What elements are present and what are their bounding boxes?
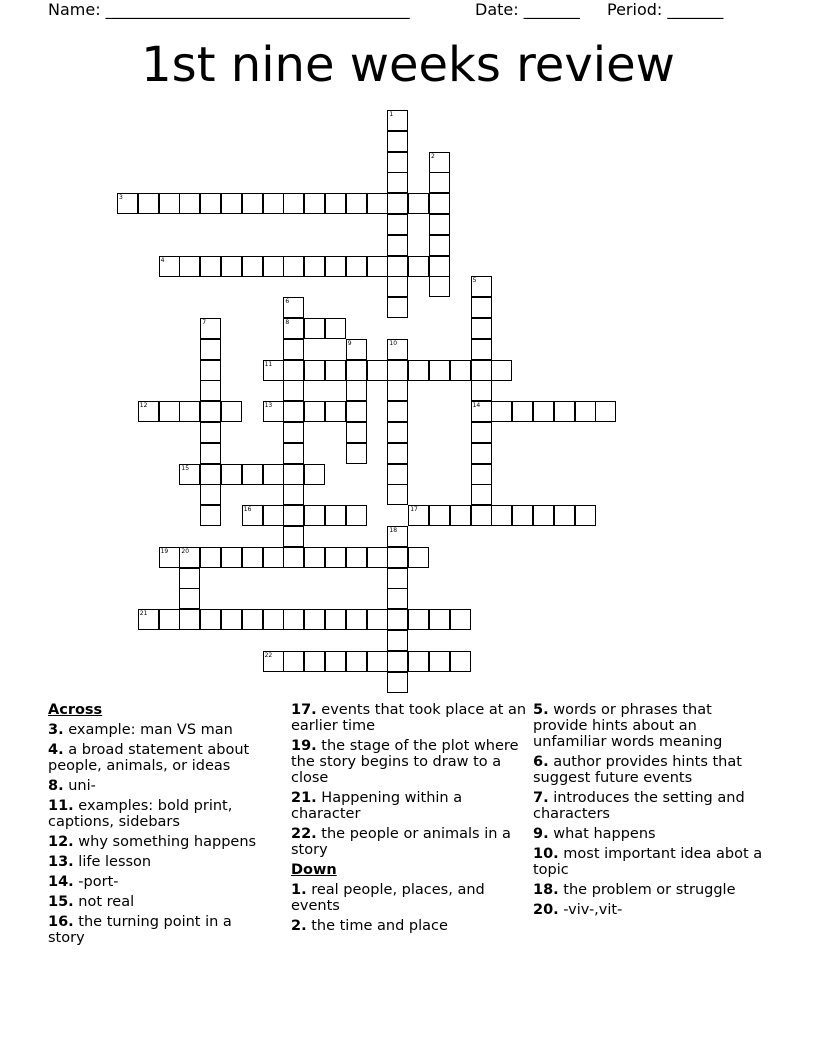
crossword-cell[interactable] [471,505,492,526]
crossword-cell[interactable] [387,588,408,609]
crossword-cell[interactable] [450,609,471,630]
clue-item [533,790,763,822]
clue-item [48,778,270,794]
clue-item [533,882,763,898]
crossword-cell[interactable] [387,235,408,256]
cell-number-21: 21 [139,610,148,618]
clue-text: author provides hints that suggest future events [533,754,742,786]
crossword-cell[interactable] [304,318,325,339]
crossword-cell[interactable] [387,422,408,443]
crossword-cell[interactable] [429,214,450,235]
crossword-cell[interactable] [387,401,408,422]
clue-number: 8. [48,778,64,794]
cell-number-16: 16 [243,506,252,514]
clue-item [291,918,527,934]
crossword-cell[interactable] [471,443,492,464]
crossword-cell[interactable] [283,360,304,381]
clue-text: real people, places, and events [291,882,485,914]
crossword-cell[interactable] [179,193,200,214]
crossword-cell[interactable] [283,526,304,547]
cell-number-1: 1 [389,111,394,118]
crossword-cell[interactable] [242,609,263,630]
crossword-cell[interactable] [471,360,492,381]
cell-number-10: 10 [389,339,398,347]
crossword-cell[interactable] [471,464,492,485]
crossword-cell[interactable] [387,131,408,152]
clue-text: the problem or struggle [563,882,736,898]
crossword-cell[interactable] [408,256,429,277]
clue-item [291,826,527,858]
clue-item [533,902,763,918]
crossword-cell[interactable] [408,609,429,630]
crossword-cell[interactable] [283,464,304,485]
crossword-cell[interactable] [325,360,346,381]
crossword-cell[interactable] [387,630,408,651]
crossword-cell[interactable] [408,547,429,568]
crossword-cell[interactable] [221,464,242,485]
crossword-cell[interactable] [200,401,221,422]
crossword-cell[interactable] [387,193,408,214]
cell-number-20: 20 [181,547,190,555]
clue-item [48,854,270,870]
crossword-cell[interactable] [554,505,575,526]
crossword-cell[interactable] [471,318,492,339]
clue-item [291,702,527,734]
crossword-cell[interactable] [304,547,325,568]
period-field-label[interactable]: Period: _______ [607,0,724,19]
crossword-cell[interactable] [367,651,388,672]
crossword-cell[interactable] [387,443,408,464]
clue-text: life lesson [78,854,152,870]
crossword-cell[interactable] [179,609,200,630]
crossword-cell[interactable] [471,484,492,505]
clue-number: 20. [533,902,559,918]
crossword-cell[interactable] [283,547,304,568]
clue-item [48,722,270,738]
crossword-cell[interactable] [387,380,408,401]
clue-item [533,846,763,878]
clue-number: 7. [533,790,549,806]
crossword-cell[interactable] [367,360,388,381]
crossword-cell[interactable] [283,609,304,630]
crossword-cell[interactable] [471,297,492,318]
crossword-cell[interactable] [346,193,367,214]
crossword-cell[interactable] [179,401,200,422]
crossword-cell[interactable] [179,588,200,609]
crossword-cell[interactable] [346,505,367,526]
crossword-cell[interactable] [179,256,200,277]
crossword-cell[interactable] [179,568,200,589]
crossword-cell[interactable] [408,360,429,381]
crossword-cell[interactable] [138,193,159,214]
cell-number-2: 2 [431,152,435,160]
clue-number: 11. [48,798,74,814]
crossword-cell[interactable] [263,547,284,568]
crossword-cell[interactable] [471,339,492,360]
clue-item [48,742,270,774]
crossword-cell[interactable] [387,152,408,173]
crossword-cell[interactable] [325,609,346,630]
clue-number: 12. [48,834,74,850]
clue-text: -viv-,vit- [563,902,623,918]
clue-text: the turning point in a story [48,914,232,946]
cell-number-5: 5 [472,277,477,285]
crossword-cell[interactable] [429,256,450,277]
crossword-cell[interactable] [346,609,367,630]
crossword-cell[interactable] [200,505,221,526]
cell-number-12: 12 [139,402,148,410]
crossword-cell[interactable] [325,318,346,339]
crossword-cell[interactable] [263,505,284,526]
crossword-cell[interactable] [450,651,471,672]
crossword-cell[interactable] [200,464,221,485]
clues-column-3 [533,702,763,922]
crossword-cell[interactable] [491,401,512,422]
date-field-label[interactable]: Date: _______ [475,0,580,19]
cell-number-13: 13 [264,402,273,410]
crossword-cell[interactable] [346,422,367,443]
crossword-cell[interactable] [283,193,304,214]
clue-text: uni- [68,778,96,794]
clue-number: 4. [48,742,64,758]
crossword-cell[interactable] [367,256,388,277]
crossword-cell[interactable] [283,484,304,505]
crossword-cell[interactable] [283,505,304,526]
crossword-cell[interactable] [387,214,408,235]
crossword-cell[interactable] [554,401,575,422]
crossword-cell[interactable] [159,401,180,422]
clue-item [48,894,270,910]
cell-number-22: 22 [264,651,273,659]
crossword-cell[interactable] [512,505,533,526]
cell-number-9: 9 [347,339,352,347]
clue-text: -port- [78,874,119,890]
crossword-cell[interactable] [387,672,408,693]
crossword-cell[interactable] [200,193,221,214]
clue-number: 19. [291,738,317,754]
crossword-cell[interactable] [429,172,450,193]
crossword-cell[interactable] [367,547,388,568]
clue-text: why something happens [78,834,257,850]
crossword-cell[interactable] [283,380,304,401]
crossword-cell[interactable] [387,276,408,297]
cell-number-6: 6 [285,298,290,306]
crossword-cell[interactable] [221,547,242,568]
crossword-cell[interactable] [450,505,471,526]
crossword-cell[interactable] [325,651,346,672]
crossword-cell[interactable] [200,422,221,443]
crossword-cell[interactable] [429,609,450,630]
clue-number: 22. [291,826,317,842]
cell-number-17: 17 [410,506,418,514]
crossword-cell[interactable] [304,193,325,214]
crossword-cell[interactable] [346,651,367,672]
crossword-cell[interactable] [304,464,325,485]
crossword-cell[interactable] [200,443,221,464]
crossword-cell[interactable] [512,401,533,422]
clue-number: 13. [48,854,74,870]
crossword-cell[interactable] [408,193,429,214]
crossword-cell[interactable] [200,339,221,360]
crossword-cell[interactable] [263,464,284,485]
crossword-cell[interactable] [221,401,242,422]
crossword-cell[interactable] [346,401,367,422]
crossword-cell[interactable] [242,193,263,214]
crossword-cell[interactable] [387,256,408,277]
crossword-cell[interactable] [159,609,180,630]
crossword-cell[interactable] [242,464,263,485]
clue-text: introduces the setting and characters [533,790,745,822]
crossword-cell[interactable] [283,443,304,464]
clue-item [291,738,527,786]
cell-number-18: 18 [389,527,398,534]
name-field-label[interactable]: Name: ______________________________________ [48,0,410,19]
crossword-cell[interactable] [387,360,408,381]
crossword-cell[interactable] [387,172,408,193]
clue-item [48,874,270,890]
crossword-cell[interactable] [575,401,596,422]
clue-item [291,790,527,822]
crossword-cell[interactable] [471,380,492,401]
crossword-cell[interactable] [200,380,221,401]
crossword-cell[interactable] [304,505,325,526]
crossword-cell[interactable] [200,547,221,568]
crossword-cell[interactable] [263,256,284,277]
cell-number-7: 7 [202,319,207,326]
crossword-cell[interactable] [429,193,450,214]
clue-text: most important idea abot a topic [533,846,763,878]
clue-number: 17. [291,702,317,718]
crossword-cell[interactable] [221,609,242,630]
clue-text: a broad statement about people, animals, or ideas [48,742,250,774]
cell-number-19: 19 [160,547,169,555]
cell-number-4: 4 [160,256,165,264]
crossword-cell[interactable] [346,256,367,277]
crossword-cell[interactable] [491,360,512,381]
crossword-cell[interactable] [325,505,346,526]
crossword-cell[interactable] [387,484,408,505]
crossword-cell[interactable] [387,568,408,589]
crossword-cell[interactable] [325,193,346,214]
crossword-cell[interactable] [575,505,596,526]
page-title: 1st nine weeks review [141,37,675,93]
crossword-cell[interactable] [263,193,284,214]
crossword-cell[interactable] [429,505,450,526]
crossword-cell[interactable] [263,609,284,630]
clue-text: what happens [553,826,656,842]
clue-item [48,798,270,830]
crossword-cell[interactable] [325,401,346,422]
crossword-cell[interactable] [242,256,263,277]
clue-number: 1. [291,882,307,898]
clue-number: 6. [533,754,549,770]
clue-number: 15. [48,894,74,910]
clue-text: the people or animals in a story [291,826,511,858]
cell-number-8: 8 [285,319,290,326]
crossword-cell[interactable] [429,651,450,672]
crossword-cell[interactable] [346,360,367,381]
cell-number-11: 11 [264,360,273,368]
crossword-cell[interactable] [325,256,346,277]
crossword-cell[interactable] [283,339,304,360]
clue-text: examples: bold print, captions, sidebars [48,798,233,830]
crossword-cell[interactable] [429,276,450,297]
crossword-cell[interactable] [471,422,492,443]
clue-text: words or phrases that provide hints about an unfamiliar words meaning [533,702,723,750]
clue-text: events that took place at an earlier time [291,702,527,734]
cell-number-3: 3 [119,194,123,202]
crossword-cell[interactable] [367,193,388,214]
crossword-cell[interactable] [200,484,221,505]
crossword-cell[interactable] [595,401,616,422]
clue-number: 16. [48,914,74,930]
crossword-cell[interactable] [304,609,325,630]
crossword-cell[interactable] [221,256,242,277]
cell-number-14: 14 [472,402,481,410]
clue-number: 2. [291,918,307,934]
crossword-cell[interactable] [429,360,450,381]
crossword-cell[interactable] [304,401,325,422]
crossword-cell[interactable] [387,464,408,485]
crossword-cell[interactable] [200,609,221,630]
clue-number: 18. [533,882,559,898]
crossword-cell[interactable] [304,256,325,277]
clue-text: example: man VS man [68,722,233,738]
crossword-cell[interactable] [450,360,471,381]
crossword-cell[interactable] [221,193,242,214]
crossword-cell[interactable] [387,651,408,672]
crossword-cell[interactable] [200,360,221,381]
clue-number: 10. [533,846,559,862]
crossword-cell[interactable] [387,547,408,568]
clue-number: 14. [48,874,74,890]
clue-number: 5. [533,702,549,718]
crossword-cell[interactable] [346,443,367,464]
crossword-cell[interactable] [367,609,388,630]
crossword-cell[interactable] [387,297,408,318]
crossword-cell[interactable] [325,547,346,568]
crossword-cell[interactable] [408,651,429,672]
clue-item [533,754,763,786]
crossword-cell[interactable] [387,609,408,630]
crossword-cell[interactable] [242,547,263,568]
clue-text: Happening within a character [291,790,463,822]
clues-column-2 [291,702,527,938]
crossword-cell[interactable] [491,505,512,526]
crossword-cell[interactable] [283,422,304,443]
crossword-cell[interactable] [283,651,304,672]
crossword-cell[interactable] [429,235,450,256]
clue-item [48,914,270,946]
clue-item [291,882,527,914]
crossword-cell[interactable] [200,256,221,277]
crossword-cell[interactable] [533,505,554,526]
crossword-cell[interactable] [283,256,304,277]
clue-item [533,702,763,750]
crossword-cell[interactable] [304,360,325,381]
crossword-cell[interactable] [346,547,367,568]
crossword-cell[interactable] [304,651,325,672]
clue-text: not real [78,894,135,910]
clues-column-1 [48,702,270,950]
clue-number: 3. [48,722,64,738]
clue-item [48,834,270,850]
clue-text: the stage of the plot where the story begins to draw to a close [291,738,519,786]
down-heading: Down [291,862,337,878]
crossword-cell[interactable] [533,401,554,422]
cell-number-15: 15 [181,464,190,472]
clue-item [533,826,763,842]
crossword-cell[interactable] [283,401,304,422]
crossword-cell[interactable] [346,380,367,401]
clue-number: 9. [533,826,549,842]
clue-number: 21. [291,790,317,806]
crossword-cell[interactable] [159,193,180,214]
across-heading: Across [48,702,103,718]
clue-text: the time and place [311,918,448,934]
